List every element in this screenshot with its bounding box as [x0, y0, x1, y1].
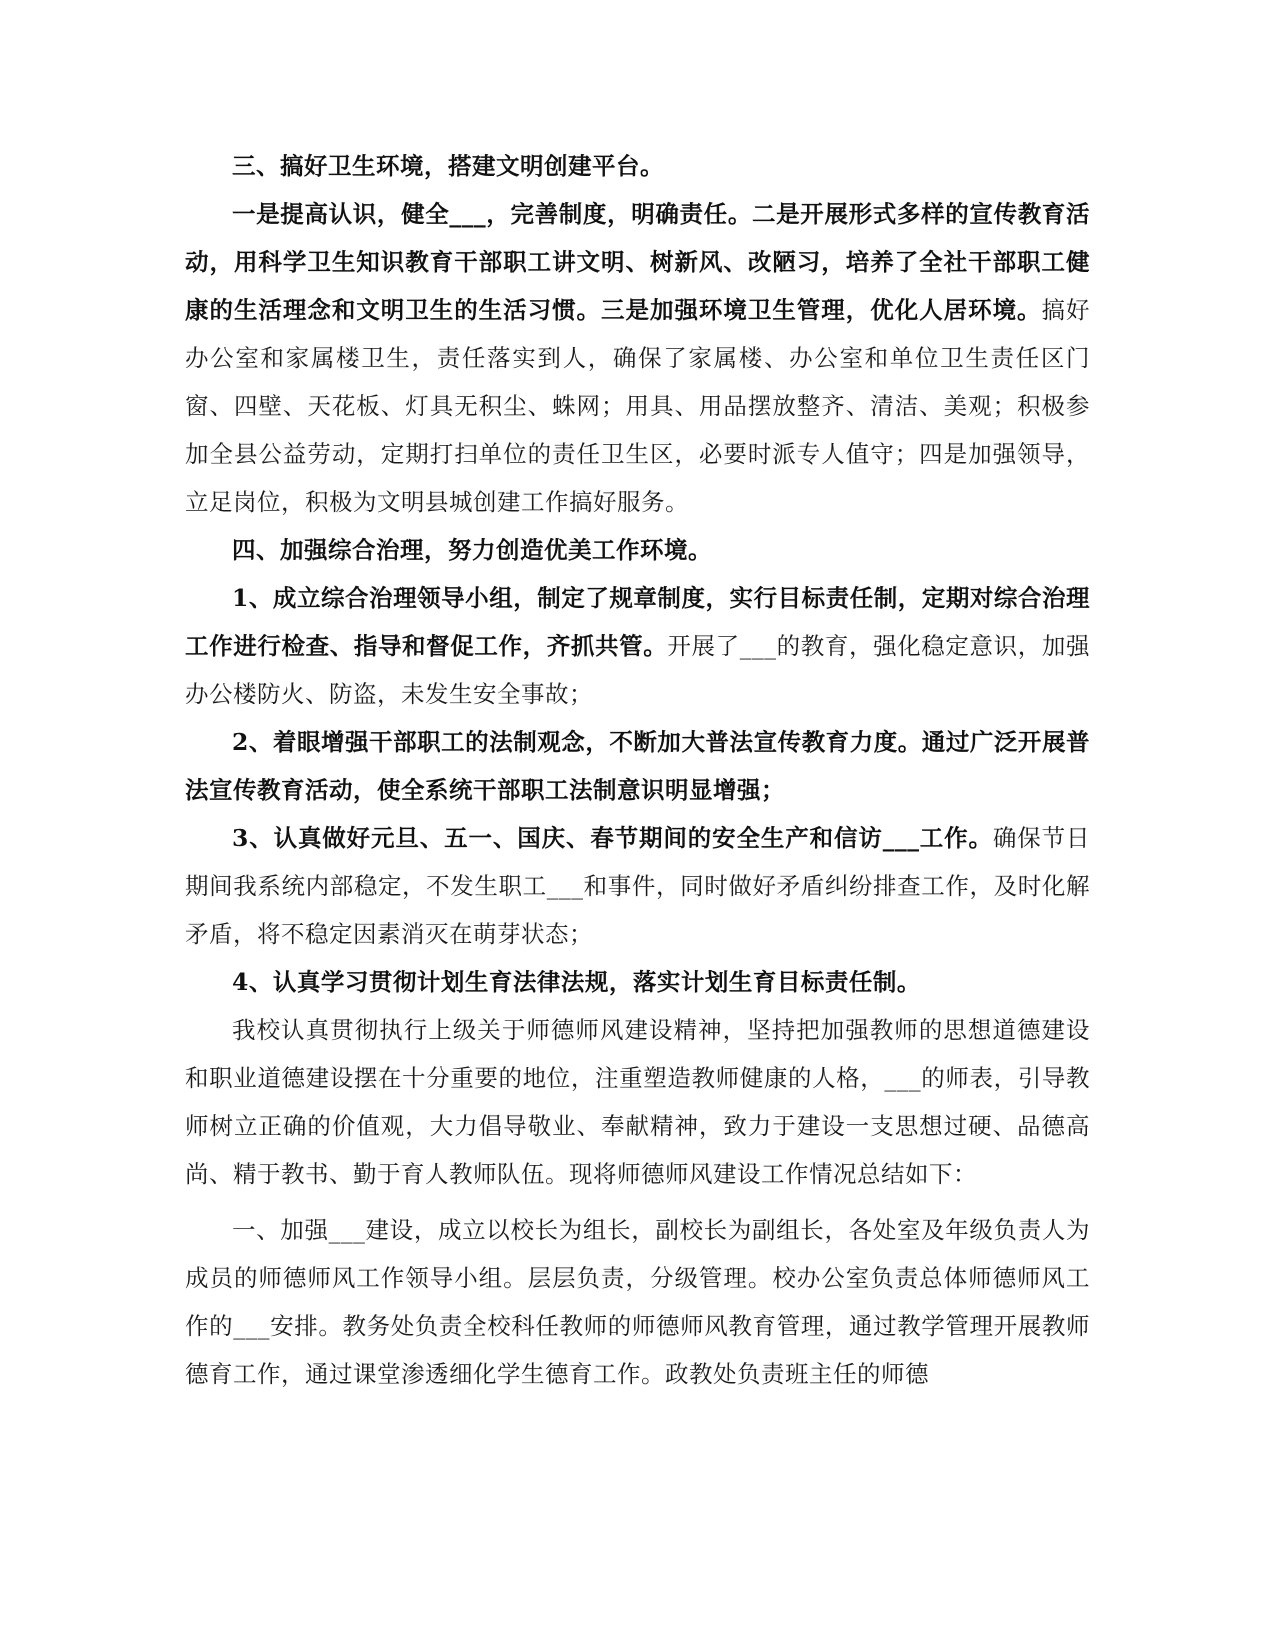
paragraph-normal-text: 我校认真贯彻执行上级关于师德师风建设精神，坚持把加强教师的思想道德建设和职业道德建设摆在十分重要的地位，注重塑造教师健康的人格，___的师表，引导教师树立正确的价值观，大力倡导敬业、奉献精神，致力于建设一支思想过硬、品德高尚、精于教书、勤于育人教师队伍。现将师德师风建设工作情况总结如下：: [185, 1016, 1090, 1188]
paragraph-teacher-ethics-intro: [185, 1006, 1090, 1198]
paragraph-bold-text: 一是提高认识，健全___，完善制度，明确责任。二是开展形式多样的宣传教育活动，用科学卫生知识教育干部职工讲文明、树新风、改陋习，培养了全社干部职工健康的生活理念和文明卫生的生活习惯。三是加强环境卫生管理，优化人居环境。: [185, 200, 1090, 324]
paragraph-bold-text: 1、成立综合治理领导小组，制定了规章制度，实行目标责任制，定期对综合治理工作进行检查、指导和督促工作，齐抓共管。: [185, 584, 1090, 660]
paragraph-item-two: [185, 718, 1090, 814]
paragraph-sanitation-measures: [185, 190, 1090, 526]
paragraph-item-one: [185, 574, 1090, 718]
paragraph-bold-text: 4、认真学习贯彻计划生育法律法规，落实计划生育目标责任制。: [232, 968, 921, 996]
paragraph-section-three-heading: [185, 142, 1090, 190]
paragraph-normal-text: 搞好办公室和家属楼卫生，责任落实到人，确保了家属楼、办公室和单位卫生责任区门窗、四壁、天花板、灯具无积尘、蛛网；用具、用品摆放整齐、清洁、美观；积极参加全县公益劳动，定期打扫单位的责任卫生区，必要时派专人值守；四是加强领导，立足岗位，积极为文明县城创建工作搞好服务。: [185, 296, 1091, 516]
paragraph-bold-text: 3、认真做好元旦、五一、国庆、春节期间的安全生产和信访___工作。: [232, 824, 993, 852]
paragraph-leadership-group: [185, 1206, 1090, 1398]
paragraph-normal-text: 一、加强___建设，成立以校长为组长，副校长为副组长，各处室及年级负责人为成员的师德师风工作领导小组。层层负责，分级管理。校办公室负责总体师德师风工作的___安排。教务处负责全校科任教师的师德师风教育管理，通过教学管理开展教师德育工作，通过课堂渗透细化学生德育工作。政教处负责班主任的师德: [185, 1216, 1090, 1388]
paragraph-item-four: [185, 958, 1090, 1006]
paragraph-item-three: [185, 814, 1090, 958]
paragraph-bold-text: 四、加强综合治理，努力创造优美工作环境。: [232, 536, 712, 564]
document-body: [185, 142, 1090, 1398]
paragraph-normal-text: 开展了___的教育，强化稳定意识，加强办公楼防火、防盗，未发生安全事故；: [185, 632, 1091, 708]
paragraph-bold-text: 三、搞好卫生环境，搭建文明创建平台。: [232, 152, 664, 180]
paragraph-bold-text: 2、着眼增强干部职工的法制观念，不断加大普法宣传教育力度。通过广泛开展普法宣传教育活动，使全系统干部职工法制意识明显增强；: [185, 728, 1090, 804]
paragraph-normal-text: 确保节日期间我系统内部稳定，不发生职工___和事件，同时做好矛盾纠纷排查工作，及时化解矛盾，将不稳定因素消灭在萌芽状态；: [185, 824, 1090, 948]
paragraph-section-four-heading: [185, 526, 1090, 574]
